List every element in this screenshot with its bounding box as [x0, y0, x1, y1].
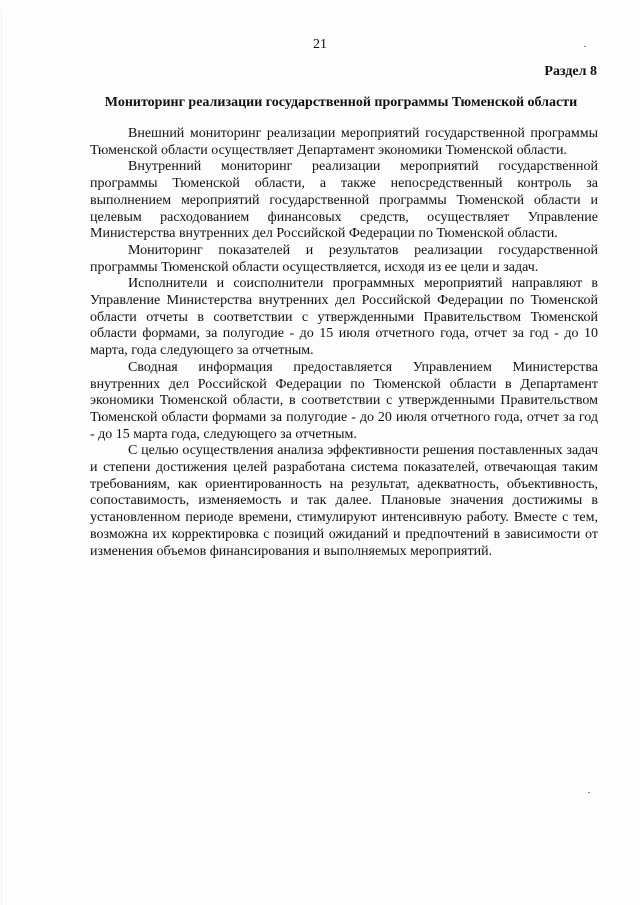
scan-speck: [584, 46, 586, 47]
scan-edge: [1, 10, 2, 905]
paragraph-indicators-monitoring: Мониторинг показателей и результатов реализации государственной программы Тюменской области осуществляется, исходя из ее цели и задач.: [90, 242, 598, 275]
section-label: Раздел 8: [544, 64, 597, 79]
scan-speck: [588, 792, 590, 793]
paragraph-external-monitoring: Внешний мониторинг реализации мероприятий государственной программы Тюменской области осуществляет Департамент экономики Тюменской области.: [90, 126, 598, 158]
document-title: Мониторинг реализации государственной программы Тюменской области: [104, 95, 578, 110]
document-body: [90, 126, 598, 560]
page-number: 21: [313, 37, 327, 52]
paragraph-reporting: Исполнители и соисполнители программных мероприятий направляют в Управление Министерства внутренних дел Российской Федерации по Тюменской области отчеты в соответствии с утвержденными Правительством Тюменской области формами, за полугодие - до 15 июля отчетного года, отчет за год - до 10 марта, года следующего за отчетным.: [90, 276, 598, 359]
paragraph-internal-monitoring: Внутренний мониторинг реализации мероприятий государственной программы Тюменской области, а также непосредственный контроль за выполнением мероприятий государственной программы Тюменской области и целевым расходованием финансовых средств, осуществляет Управление Министерства внутренних дел Российской Федерации по Тюменской области.: [90, 159, 598, 242]
paragraph-efficiency-analysis: С целью осуществления анализа эффективности решения поставленных задач и степени достижения целей разработана система показателей, отвечающая таким требованиям, как ориентированность на результат, адекватность, объективность, сопоставимость, изменяемость и так далее. Плановые значения достижимы в установленном периоде времени, стимулируют интенсивную работу. Вместе с тем, возможна их корректировка с позиций ожиданий и предпочтений в зависимости от изменения объемов финансирования и выполняемых мероприятий.: [90, 443, 598, 559]
paragraph-summary-information: Сводная информация предоставляется Управлением Министерства внутренних дел Российской Федерации по Тюменской области в Департамент экономики Тюменской области, в соответствии с утвержденными Правительством Тюменской области формами за полугодие - до 20 июля отчетного года, отчет за год - до 15 марта года, следующего за отчетным.: [90, 359, 598, 442]
